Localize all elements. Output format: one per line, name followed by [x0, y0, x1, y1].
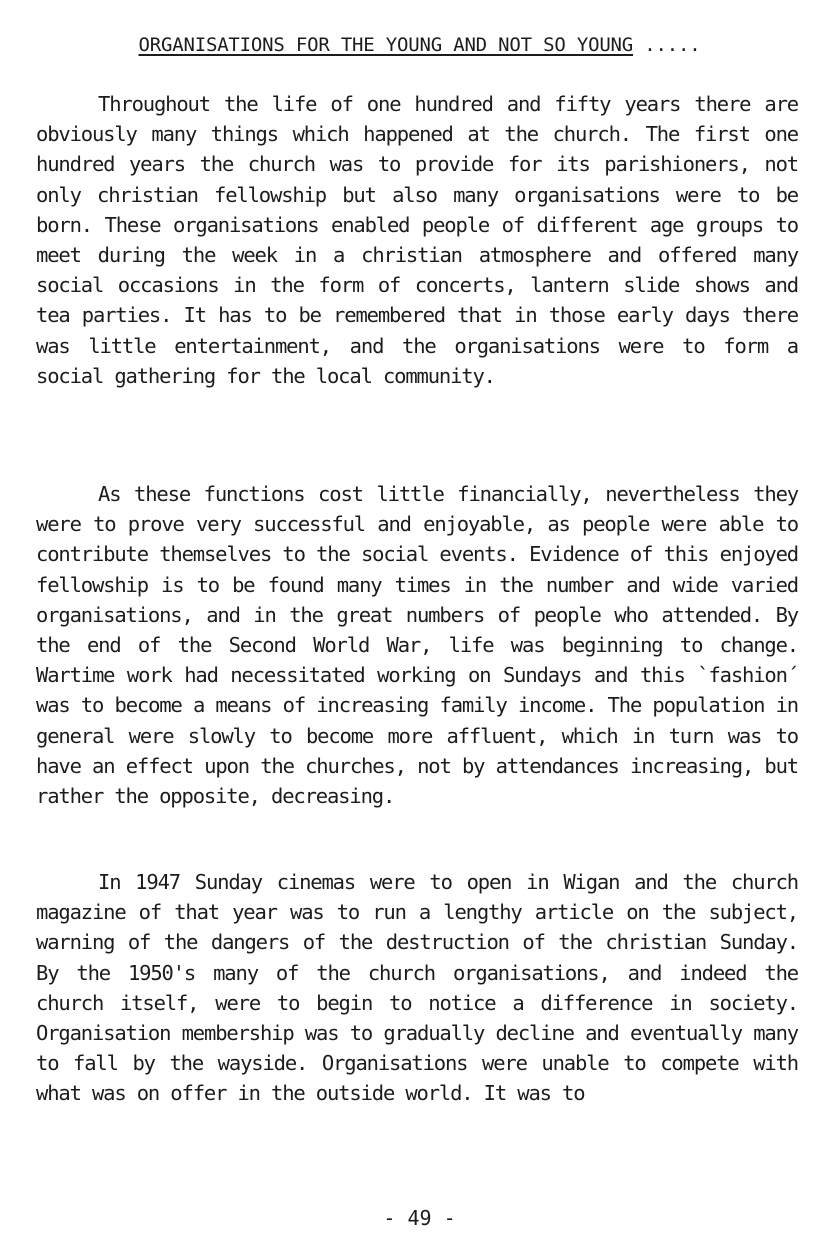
- page-number: - 49 -: [383, 1206, 456, 1230]
- paragraph-3: In 1947 Sunday cinemas were to open in Wigan and the church magazine of that year was to run a lengthy article on the subject, warning of the dangers of the destruction of the christian Sunday. By the 1950's many of the church organisations, and indeed the church itself, were to begin to notice a difference in society. Organisation membership was to gradually decline and eventually many to fall by the wayside. Organisations were unable to compete with what was on offer in the outside world. It was to: [36, 870, 798, 1106]
- title-ellipsis: .....: [644, 34, 701, 56]
- page-title: [0, 34, 839, 56]
- paragraph-3-block: [36, 867, 798, 1109]
- paragraph-1: Throughout the life of one hundred and fifty years there are obviously many things which happened at the church. The first one hundred years the church was to provide for its parishioners, not only christian fellowship but also many organisations were to be born. These organisations enabled people of different age groups to meet during the week in a christian atmosphere and offered many social occasions in the form of concerts, lantern slide shows and tea parties. It has to be remembered that in those early days there was little entertainment, and the organisations were to form a social gathering for the local community.: [36, 92, 798, 388]
- title-text: ORGANISATIONS FOR THE YOUNG AND NOT SO YOUNG: [138, 34, 634, 56]
- paragraph-2-block: [36, 479, 798, 811]
- paragraph-1-block: [36, 89, 798, 391]
- paragraph-2: As these functions cost little financially, nevertheless they were to prove very successful and enjoyable, as people were able to contribute themselves to the social events. Evidence of this enjoyed fellowship is to be found many times in the number and wide varied organisations, and in the great numbers of people who attended. By the end of the Second World War, life was beginning to change. Wartime work had necessitated working on Sundays and this `fashion´ was to become a means of increasing family income. The population in general were slowly to become more affluent, which in turn was to have an effect upon the churches, not by attendances increasing, but rather the opposite, decreasing.: [36, 482, 798, 809]
